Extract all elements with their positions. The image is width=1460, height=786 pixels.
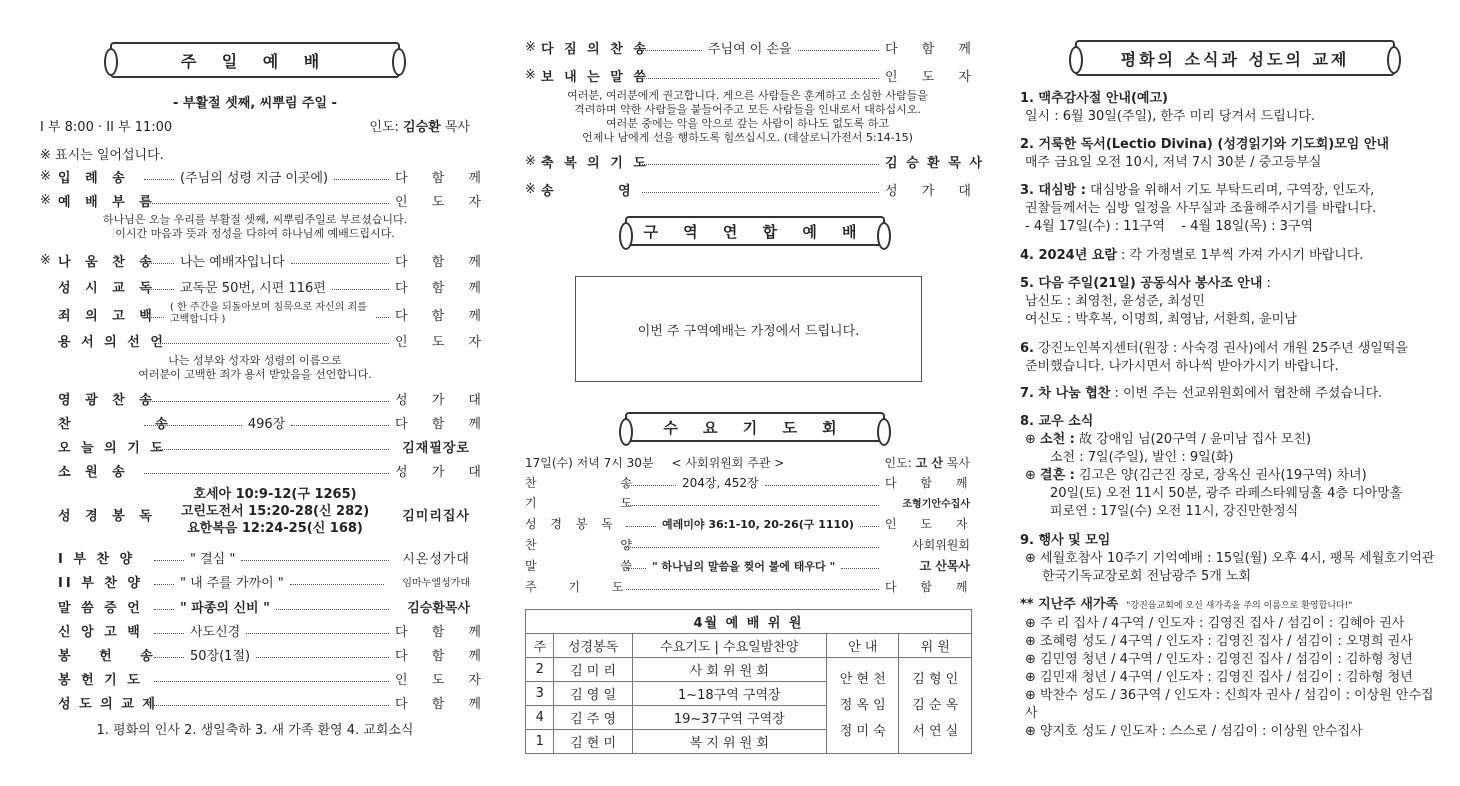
reader-cell: 김 주 영 [554, 706, 632, 730]
col-header-group: 수요기도 | 수요일밤찬양 [632, 634, 826, 658]
stand-mark: ※ [40, 253, 51, 268]
item-leader: 김재필장로 [402, 441, 470, 456]
col-header: 주 [526, 634, 554, 658]
news-line: 일시 : 6월 30일(주일), 한주 미리 당겨서 드립니다. [1025, 109, 1316, 124]
item-leader: 조형기안수집사 [902, 499, 970, 510]
item-leader: 성 가 대 [395, 393, 491, 408]
news-text: : 각 가정별로 1부씩 가져 가시기 바랍니다. [1116, 248, 1364, 263]
item-leader: 성 가 대 [885, 184, 981, 199]
item-label: 성 시 교 독 [58, 281, 157, 296]
news-heading: 3. 대심방 : [1020, 183, 1086, 198]
district-worship-banner [625, 216, 885, 246]
stand-mark: ※ [525, 68, 536, 83]
week-cell: 1 [526, 730, 554, 754]
wednesday-cell: 복 지 위 원 회 [632, 730, 826, 754]
item-content: 나는 예배자입니다 [180, 255, 285, 270]
worship-subtitle: - 부활절 셋째, 씨뿌림 주일 - [173, 96, 337, 111]
reader-cell: 김 현 미 [554, 730, 632, 754]
newcomer-entry: ⊕ 김민영 청년 / 4구역 / 인도자 : 김영진 집사 / 섬김이 : 김하형 청년 [1020, 651, 1445, 669]
item-leader: 인 도 자 [395, 673, 491, 688]
newcomers-note: "강진읍교회에 오신 새가족을 주의 이름으로 환영합니다!" [1126, 601, 1353, 611]
district-worship-box [575, 276, 922, 382]
item-label: 용 서 의 선 언 [58, 335, 166, 350]
order-item [40, 413, 491, 432]
leader-title: 목사 [946, 456, 970, 470]
usher-name: 김 순 옥 [912, 697, 959, 713]
news-line: 남신도 : 최영천, 윤성준, 최성민 [1025, 294, 1205, 309]
pardon-note-line: 여러분이 고백한 죄가 용서 받았음을 선언합니다. [138, 368, 372, 381]
sermon-title: " 하나님의 말씀을 찢어 불에 태우다 " [652, 559, 836, 573]
worship-committee-table [525, 609, 972, 754]
item-label: 예 배 부 름 [58, 195, 157, 210]
news-banner [1075, 40, 1395, 76]
banner-title: 구 역 연 합 예 배 [643, 222, 867, 241]
pardon-note-line: 나는 성부와 성자와 성령의 이름으로 [168, 354, 342, 367]
news-line: 준비했습니다. 나가시면서 하나씩 받아가시기 바랍니다. [1025, 359, 1339, 374]
item-label: 입 례 송 [58, 171, 130, 186]
item-content: 예레미야 36:1-10, 20-26(구 1110) [662, 517, 854, 531]
item-leader: 인 도 자 [395, 335, 491, 350]
district-worship-text: 이번 주 구역예배는 가정에서 드립니다. [637, 323, 860, 339]
item-leader: 시온성가대 [402, 552, 470, 567]
item-content: 50장(1절) [190, 649, 251, 664]
sunday-worship-banner [110, 42, 400, 78]
order-item [40, 389, 491, 408]
order-item [40, 461, 491, 480]
news-text: 강진노인복지센터(원장 : 사숙경 권사)에서 개원 25주년 생일떡을 [1033, 341, 1408, 356]
item-label: 다 짐 의 찬 송 [541, 42, 649, 57]
news-heading: 9. 행사 및 모임 [1020, 533, 1111, 548]
usher-cell [899, 658, 972, 754]
news-heading: 7. 차 나눔 협찬 [1020, 386, 1111, 401]
order-item [40, 302, 491, 326]
item-label: 말 씀 증 언 [58, 601, 143, 616]
col-header: 수요기도 [660, 640, 711, 655]
usher-name: 정 미 숙 [839, 723, 886, 739]
wednesday-prayer-banner [625, 412, 885, 442]
order-item [40, 693, 491, 712]
news-item-6 [1020, 340, 1408, 376]
order-item [40, 251, 491, 270]
condolence-label: 소천 : [1040, 432, 1075, 447]
news-item-3 [1020, 182, 1376, 236]
leader-prefix: 인도: [884, 456, 912, 470]
newcomers-section [1020, 596, 1445, 741]
preacher: 고 산목사 [919, 559, 970, 573]
service-times-row [40, 116, 470, 135]
leader-name: 김승환 [403, 120, 441, 135]
item-leader: 인 도 자 [885, 517, 978, 531]
item-label: 성 경 봉 독 [58, 509, 157, 524]
order-item [525, 180, 981, 199]
order-item [40, 167, 491, 186]
news-heading: 5. 다음 주일(21일) 공동식사 봉사조 안내 [1020, 276, 1263, 291]
item-label: 성 경 봉 독 [525, 517, 618, 531]
news-heading: 4. 2024년 요람 [1020, 248, 1117, 263]
banner-title: 수 요 기 도 회 [663, 418, 847, 437]
usher-cell [826, 658, 899, 754]
stand-mark: ※ [525, 154, 536, 169]
newcomer-entry: ⊕ 박찬수 성도 / 36구역 / 인도자 : 신희자 권사 / 섬김이 : 이상원 안수집사 [1020, 687, 1445, 723]
item-label: 기 도 [525, 496, 672, 510]
item-label: 봉 헌 기 도 [58, 673, 143, 688]
events-section [1020, 532, 1435, 586]
table-row [526, 658, 972, 682]
usher-name: 서 연 실 [912, 723, 959, 739]
news-heading: 1. 맥추감사절 안내(예고) [1020, 91, 1168, 106]
item-leader: 사회위원회 [912, 538, 970, 552]
item-label: 오 늘 의 기 도 [58, 441, 166, 456]
item-content: " 내 주를 가까이 " [180, 576, 284, 591]
order-item [525, 152, 984, 171]
order-item [40, 437, 470, 456]
news-line: 여신도 : 박후복, 이명희, 최영남, 서환희, 윤미남 [1025, 312, 1297, 327]
scripture-reader: 김미리집사 [402, 509, 470, 524]
stand-note: ※ 표시는 일어섭니다. [40, 148, 164, 163]
item-label: II 부 찬 양 [58, 576, 143, 591]
news-text: 대심방을 위해서 기도 부탁드리며, 구역장, 인도자, [1085, 183, 1375, 198]
week-cell: 2 [526, 658, 554, 682]
item-label: 신 앙 고 백 [58, 625, 143, 640]
item-label: 찬 양 [525, 538, 672, 552]
item-content: ( 한 주간을 되돌아보며 침묵으로 자신의 죄를 고백합니다 ) [170, 302, 367, 325]
wedding-reception: 피로연 : 17일(수) 오전 11시, 강진만한정식 [1050, 504, 1299, 519]
item-leader: 다 함 께 [885, 42, 981, 57]
table-header-row [526, 634, 972, 658]
item-label: 소 원 송 [58, 465, 130, 480]
sending-note-line: 여러분 중에는 악을 악으로 갚는 사람이 하나도 없도록 하고 [606, 117, 889, 130]
item-label: 말 씀 [525, 559, 672, 573]
usher-name: 김 형 인 [912, 671, 959, 687]
col-header: 수요일밤찬양 [723, 640, 799, 655]
news-item-1 [1020, 90, 1315, 126]
pardon-text [40, 354, 470, 382]
call-note-line: 이시간 마음과 뜻과 정성을 다하여 하나님께 예배드립시다. [115, 227, 395, 240]
event-line: 한국기독교장로회 전남광주 5개 노회 [1042, 569, 1252, 584]
item-content: 주님여 이 손을 [708, 42, 792, 57]
newcomer-entry: ⊕ 주 리 집사 / 4구역 / 인도자 : 김영진 집사 / 섬김이 : 김혜아 권사 [1020, 615, 1445, 633]
news-item-4 [1020, 247, 1364, 265]
order-item [525, 66, 981, 85]
item-leader: 다 함 께 [885, 580, 978, 594]
news-heading: ** 지난주 새가족 [1020, 597, 1118, 612]
order-item [40, 597, 470, 616]
order-item [40, 621, 491, 640]
item-label: 보 내 는 말 씀 [541, 70, 649, 85]
item-content: (주님의 성령 지금 이곳에) [180, 171, 329, 186]
stand-mark: ※ [40, 193, 51, 208]
scripture-ref: 고린도전서 15:20-28(신 282) [180, 504, 370, 519]
scripture-ref: 호세아 10:9-12(구 1265) [193, 487, 357, 502]
item-label: 주 기 도 [525, 580, 638, 594]
item-leader: 인 도 자 [395, 195, 491, 210]
item-leader: 다 함 께 [395, 625, 491, 640]
item-label: 성 도 의 교 제 [58, 697, 157, 712]
item-leader: 인 도 자 [885, 70, 981, 85]
item-label: 찬 송 [525, 476, 672, 490]
news-heading: 2. 거룩한 독서(Lectio Divina) (성경읽기와 기도회)모임 안내 [1020, 137, 1390, 152]
scripture-ref: 요한복음 12:24-25(신 168) [187, 521, 363, 536]
condolence-schedule: 소천 : 7일(주일), 발인 : 9일(화) [1050, 450, 1234, 465]
banner-title: 평화의 소식과 성도의 교제 [1120, 49, 1350, 69]
item-content: " 결심 " [190, 552, 236, 567]
sending-note-line: 여러분, 여러분에게 권고합니다. 게으른 사람들은 훈계하고 소심한 사람들을 [567, 89, 928, 102]
usher-name: 안 현 천 [839, 671, 886, 687]
news-line: 권찰들께서는 심방 일정을 사무실과 조율해주시기를 바랍니다. [1025, 201, 1377, 216]
item-leader: 김 승 환 목 사 [885, 156, 984, 171]
item-leader: 다 함 께 [395, 171, 491, 186]
item-leader: 다 함 께 [395, 255, 491, 270]
item-label: 봉 헌 송 [58, 649, 165, 664]
wednesday-item [525, 474, 978, 491]
news-item-7 [1020, 385, 1382, 403]
leader-title: 목사 [444, 120, 470, 135]
reader-cell: 김 미 리 [554, 658, 632, 682]
wedding-schedule: 20일(토) 오전 11시 50분, 광주 라페스타웨딩홀 4층 디아망홀 [1050, 486, 1403, 501]
item-leader: 다 함 께 [885, 476, 978, 490]
wednesday-cell: 19~37구역 구역장 [632, 706, 826, 730]
church-member-news [1020, 413, 1402, 521]
wednesday-item [525, 578, 978, 595]
newcomer-entry: ⊕ 조혜령 성도 / 4구역 / 인도자 : 김영진 집사 / 섬김이 : 오명희 권사 [1020, 633, 1445, 651]
news-line: 매주 금요일 오전 10시, 저녁 7시 30분 / 중고등부실 [1025, 155, 1322, 170]
wednesday-item [525, 494, 970, 511]
fellowship-note: 1. 평화의 인사 2. 생일축하 3. 새 가족 환영 4. 교회소식 [96, 723, 414, 738]
news-item-2 [1020, 136, 1389, 172]
news-line: - 4월 17일(수) : 11구역 - 4월 18일(목) : 3구역 [1025, 219, 1314, 234]
wednesday-time: 17일(수) 저녁 7시 30분 [525, 456, 654, 470]
newcomer-entry: ⊕ 양지호 성도 / 인도자 : 스스로 / 섬김이 : 이상원 안수집사 [1020, 723, 1445, 741]
item-content: 사도신경 [190, 625, 241, 640]
sending-note-line: 언제나 남에게 선을 행하도록 힘쓰십시오. (데살로니가전서 5:14-15) [582, 131, 913, 144]
wednesday-cell: 사 회 위 원 회 [632, 658, 826, 682]
order-item [40, 572, 470, 591]
stand-mark: ※ [525, 182, 536, 197]
week-cell: 3 [526, 682, 554, 706]
call-to-worship-text [40, 213, 470, 241]
table-title: 4월 예 배 위 원 [526, 610, 972, 634]
news-item-5 [1020, 275, 1297, 329]
newcomer-entry: ⊕ 김민재 청년 / 4구역 / 인도자 : 김영진 집사 / 섬김이 : 김하형 청년 [1020, 669, 1445, 687]
stand-mark: ※ [525, 40, 536, 55]
wednesday-host: < 사회위원회 주관 > [671, 456, 785, 470]
order-item [40, 669, 491, 688]
event-line: ⊕ 세월호참사 10주기 기억예배 : 15일(월) 오후 4시, 팽목 세월호기억관 [1020, 550, 1435, 568]
preacher: 김승환목사 [407, 601, 470, 616]
usher-name: 정 옥 임 [839, 697, 886, 713]
item-leader: 다 함 께 [395, 281, 491, 296]
leader-prefix: 인도: [369, 120, 399, 135]
order-item [40, 645, 491, 664]
item-leader: 다 함 께 [395, 649, 491, 664]
news-text: : 이번 주는 선교위원회에서 협찬해 주셨습니다. [1110, 386, 1383, 401]
sending-words-text [525, 89, 970, 145]
wednesday-item [525, 515, 978, 532]
item-leader: 다 함 께 [395, 697, 491, 712]
order-item [40, 548, 470, 567]
stand-mark: ※ [40, 169, 51, 184]
item-leader: 임마누엘성가대 [402, 578, 470, 589]
item-label: 송 영 [541, 184, 661, 199]
item-label: 축 복 의 기 도 [541, 156, 649, 171]
order-item [525, 38, 981, 57]
order-item [40, 331, 491, 350]
week-cell: 4 [526, 706, 554, 730]
service-times: I 부 8:00 · II 부 11:00 [40, 120, 173, 135]
item-leader: 다 함 께 [395, 417, 491, 432]
news-heading: 8. 교우 소식 [1020, 414, 1094, 429]
wednesday-item [525, 557, 970, 574]
item-content: 496장 [247, 417, 286, 432]
item-label: 영 광 찬 송 [58, 393, 157, 408]
col-header: 위 원 [899, 634, 972, 658]
item-content: 204장, 452장 [682, 476, 759, 490]
scripture-refs [180, 486, 370, 537]
item-leader: 다 함 께 [395, 308, 491, 324]
wednesday-cell: 1~18구역 구역장 [632, 682, 826, 706]
col-header: 성경봉독 [554, 634, 632, 658]
order-item [40, 277, 491, 296]
wednesday-header-row [525, 454, 970, 471]
order-item [40, 191, 491, 210]
item-leader: 성 가 대 [395, 465, 491, 480]
item-content: 교독문 50번, 시편 116편 [180, 281, 326, 296]
wedding-label: 결혼 : [1040, 468, 1075, 483]
reader-cell: 김 영 일 [554, 682, 632, 706]
wedding-text: 김고은 양(김근진 장로, 장옥신 권사(19구역) 차녀) [1074, 468, 1367, 483]
item-label: I 부 찬 양 [58, 552, 136, 567]
leader-name: 고 산 [915, 456, 943, 470]
call-note-line: 하나님은 오늘 우리를 부활절 셋째, 씨뿌림주일로 부르셨습니다. [102, 213, 408, 226]
wednesday-item [525, 536, 970, 553]
item-label: 나 움 찬 송 [58, 255, 157, 270]
condolence-text: 故 강애임 님(20구역 / 윤미남 집사 모친) [1074, 432, 1312, 447]
sending-note-line: 격려하며 약한 사람들을 붙들어주고 모든 사람들을 인내로서 대하십시오. [574, 103, 921, 116]
news-text: : [1262, 276, 1271, 291]
item-label: 찬 송 [58, 417, 208, 432]
banner-title: 주 일 예 배 [180, 51, 330, 71]
item-label: 죄 의 고 백 [58, 308, 157, 324]
col-header: 안 내 [826, 634, 899, 658]
sermon-title: " 파종의 신비 " [180, 601, 270, 616]
news-heading: 6. [1020, 341, 1034, 356]
